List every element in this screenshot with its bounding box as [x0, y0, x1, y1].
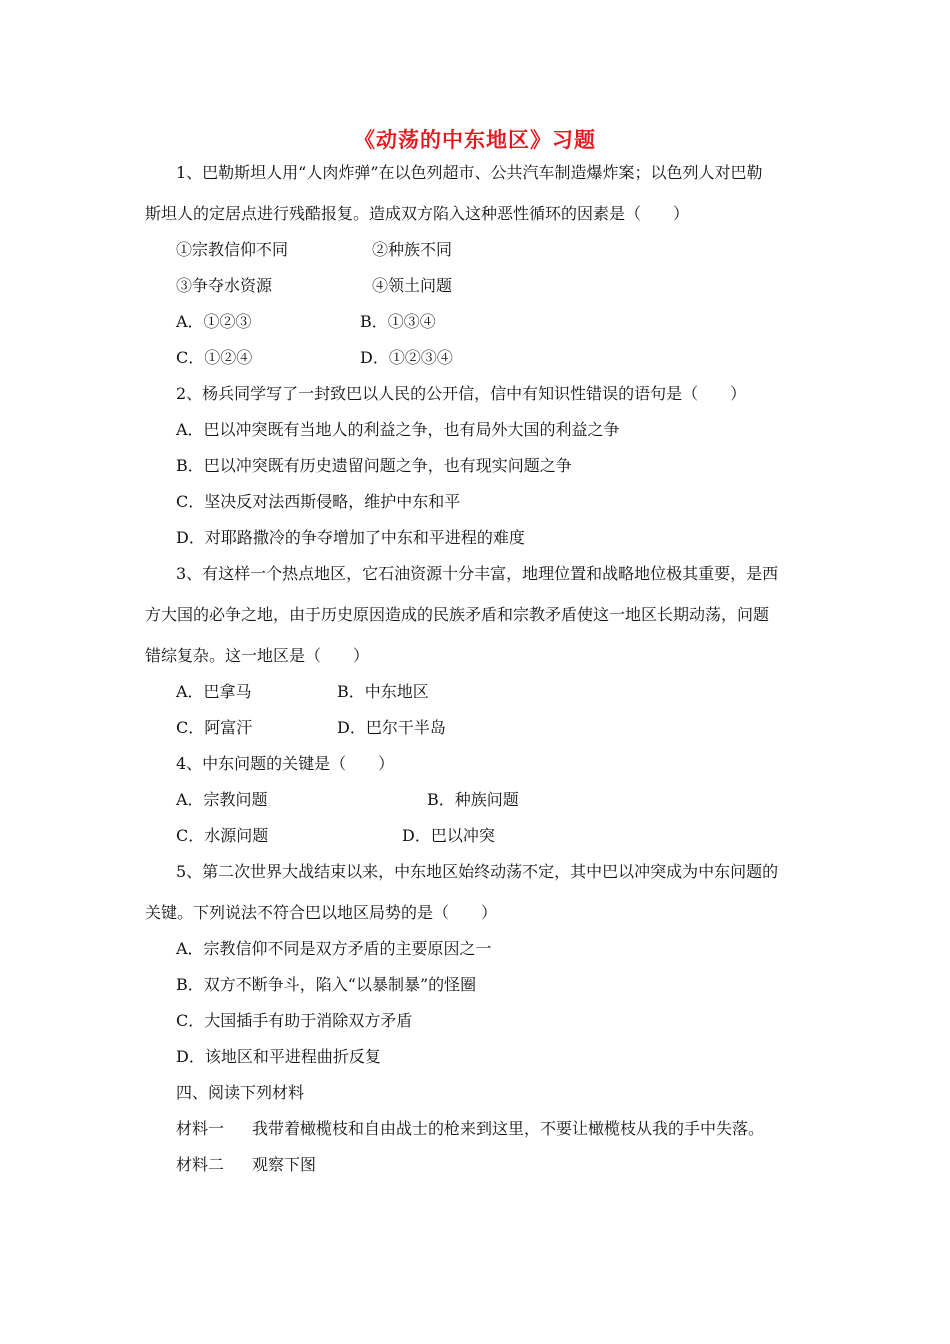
q1-option-a: A．①②③ — [176, 312, 252, 331]
material1-text: 我带着橄榄枝和自由战士的枪来到这里，不要让橄榄枝从我的手中失落。 — [252, 1119, 765, 1138]
q5-option-c: C．大国插手有助于消除双方矛盾 — [176, 1011, 413, 1030]
q4-stem: 4、中东问题的关键是（ ） — [176, 754, 395, 773]
q1-stem-line-1: 1、巴勒斯坦人用“人肉炸弹”在以色列超市、公共汽车制造爆炸案；以色列人对巴勒 — [176, 163, 763, 182]
q2-option-b: B．巴以冲突既有历史遗留问题之争，也有现实问题之争 — [176, 456, 572, 475]
q1-stem-line-2: 斯坦人的定居点进行残酷报复。造成双方陷入这种恶性循环的因素是（ ） — [145, 204, 690, 223]
q1-option-c: C．①②④ — [176, 348, 253, 367]
material1-label: 材料一 — [176, 1119, 225, 1138]
q3-option-a: A．巴拿马 — [176, 682, 252, 701]
material2-label: 材料二 — [176, 1155, 225, 1174]
q2-option-a: A．巴以冲突既有当地人的利益之争，也有局外大国的利益之争 — [176, 420, 620, 439]
q5-option-d: D．该地区和平进程曲折反复 — [176, 1047, 381, 1066]
q1-item-1: ①宗教信仰不同 — [176, 240, 289, 259]
q1-item-4: ④领土问题 — [372, 276, 453, 295]
q4-option-b: B．种族问题 — [427, 790, 519, 809]
q1-option-b: B．①③④ — [360, 312, 436, 331]
q3-option-b: B．中东地区 — [337, 682, 429, 701]
q3-stem-line-1: 3、有这样一个热点地区，它石油资源十分丰富，地理位置和战略地位极其重要，是西 — [176, 564, 779, 583]
q4-option-d: D．巴以冲突 — [402, 826, 495, 845]
q2-option-c: C．坚决反对法西斯侵略，维护中东和平 — [176, 492, 461, 511]
q5-option-a: A．宗教信仰不同是双方矛盾的主要原因之一 — [176, 939, 492, 958]
q2-option-d: D．对耶路撒冷的争夺增加了中东和平进程的难度 — [176, 528, 525, 547]
q3-stem-line-3: 错综复杂。这一地区是（ ） — [145, 646, 370, 665]
q3-stem-line-2: 方大国的必争之地，由于历史原因造成的民族矛盾和宗教矛盾使这一地区长期动荡，问题 — [145, 605, 770, 624]
q1-item-2: ②种族不同 — [372, 240, 453, 259]
q3-option-c: C．阿富汗 — [176, 718, 253, 737]
q5-option-b: B．双方不断争斗，陷入“以暴制暴”的怪圈 — [176, 975, 477, 994]
document-title: 《动荡的中东地区》习题 — [354, 128, 596, 152]
section4-heading: 四、阅读下列材料 — [176, 1083, 305, 1102]
q1-item-3: ③争夺水资源 — [176, 276, 273, 295]
q5-stem-line-2: 关键。下列说法不符合巴以地区局势的是（ ） — [145, 903, 498, 922]
material2-text: 观察下图 — [252, 1155, 317, 1174]
q3-option-d: D．巴尔干半岛 — [337, 718, 446, 737]
q4-option-c: C．水源问题 — [176, 826, 269, 845]
q1-option-d: D．①②③④ — [360, 348, 453, 367]
q4-option-a: A．宗教问题 — [176, 790, 268, 809]
q5-stem-line-1: 5、第二次世界大战结束以来，中东地区始终动荡不定，其中巴以冲突成为中东问题的 — [176, 862, 779, 881]
q2-stem: 2、杨兵同学写了一封致巴以人民的公开信，信中有知识性错误的语句是（ ） — [176, 384, 747, 403]
